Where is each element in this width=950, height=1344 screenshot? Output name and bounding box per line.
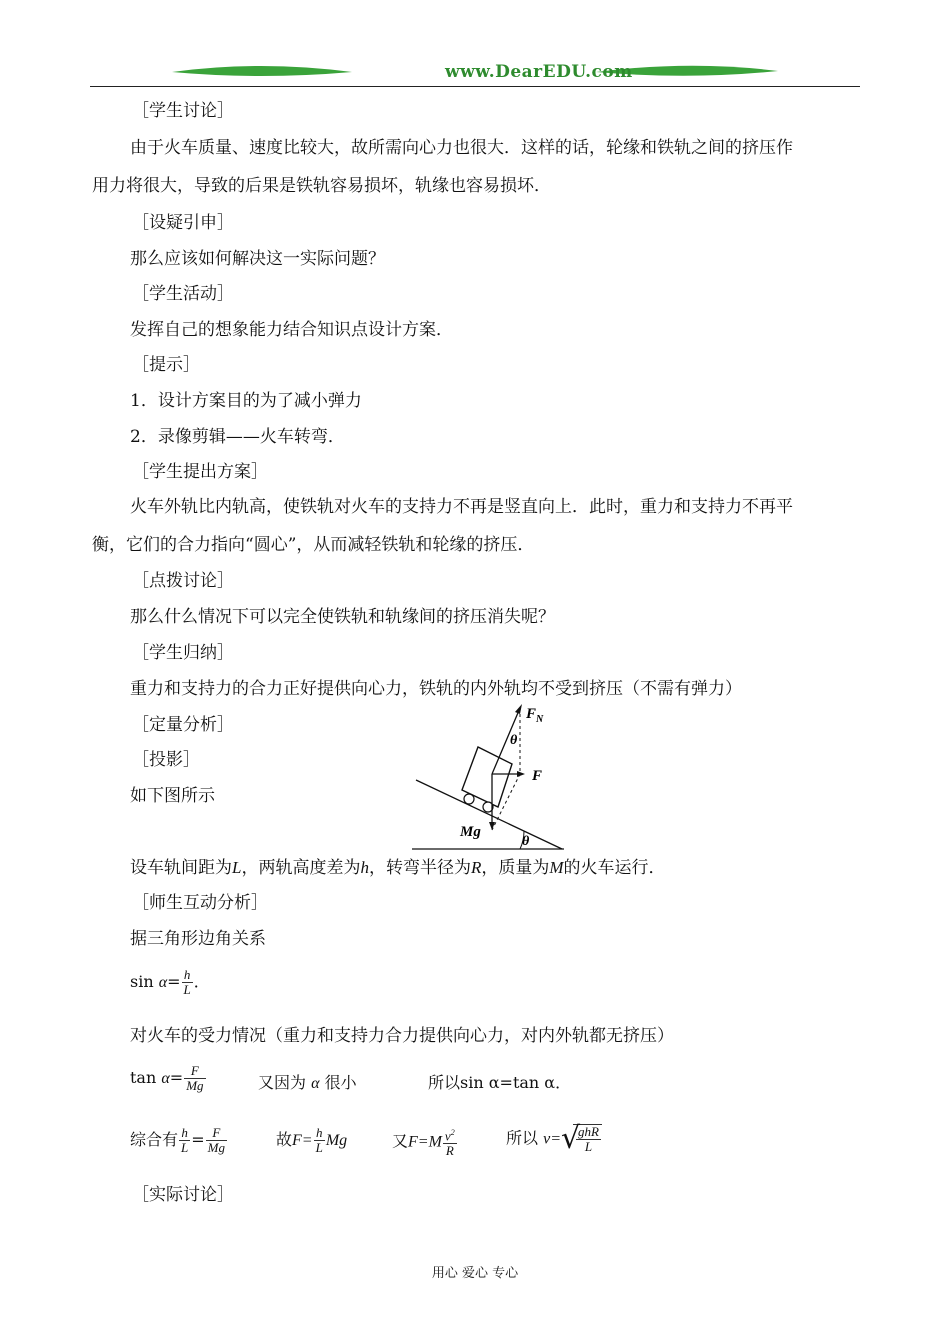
sin-formula: sin α= $\frac{h}{L}$ ．: [130, 967, 210, 997]
paragraph: 发挥自己的想象能力结合知识点设计方案．: [130, 320, 453, 340]
paragraph: 对火车的受力情况（重力和支持力合力提供向心力，对内外轨都无挤压）: [130, 1026, 674, 1046]
list-item: 2．录像剪辑——火车转弯．: [130, 427, 345, 447]
section-heading: ［设疑引申］: [132, 213, 234, 233]
theta-top-label: θ: [510, 733, 518, 748]
small-angle-note: 又因为 α 很小: [258, 1073, 357, 1092]
centripetal-formula: 又F=M $\frac{v^2}{R}$: [392, 1128, 455, 1159]
paragraph: 衡，它们的合力指向“圆心”，从而减轻铁轨和轮缘的挤压．: [92, 535, 535, 555]
list-item: 1．设计方案目的为了减小弹力: [130, 391, 362, 411]
section-heading: ［实际讨论］: [132, 1185, 234, 1205]
paragraph: 那么什么情况下可以完全使铁轨和轨缘间的挤压消失呢？: [130, 607, 555, 627]
sin-eq-tan-note: 所以sin α=tan α．: [428, 1073, 572, 1092]
section-heading: ［定量分析］: [132, 715, 234, 735]
section-heading: ［师生互动分析］: [132, 893, 268, 913]
paragraph: 据三角形边角关系: [130, 929, 266, 949]
section-heading: ［学生归纳］: [132, 643, 234, 663]
mg-label: Mg: [460, 824, 481, 840]
paragraph: 火车外轨比内轨高，使铁轨对火车的支持力不再是竖直向上．此时，重力和支持力不再平: [130, 497, 793, 517]
paragraph: 重力和支持力的合力正好提供向心力，铁轨的内外轨均不受到挤压（不需有弹力）: [130, 679, 742, 699]
paragraph: 如下图所示: [130, 786, 215, 806]
section-heading: ［提示］: [132, 355, 200, 375]
page-header: [90, 58, 860, 92]
force-formula: 故F= $\frac{h}{L}$ Mg: [276, 1125, 348, 1155]
paragraph: 由于火车质量、速度比较大，故所需向心力也很大．这样的话，轮缘和铁轨之间的挤压作: [130, 138, 793, 158]
paragraph: 用力将很大，导致的后果是铁轨容易损坏，轨缘也容易损坏．: [92, 176, 551, 196]
tan-formula: tan α= $\frac{F}{Mg}$: [130, 1063, 204, 1093]
theta-bottom-label: θ: [522, 834, 530, 849]
section-heading: ［投影］: [132, 750, 200, 770]
velocity-formula: 所以 v= √ $\frac{\text{ghR}}{L}$: [506, 1124, 602, 1154]
section-heading: ［学生活动］: [132, 284, 234, 304]
force-diagram: [412, 702, 572, 852]
fn-label: $F_N$: [526, 706, 544, 725]
header-rule: [90, 86, 860, 87]
setup-paragraph: 设车轨间距为L，两轨高度差为h，转弯半径为R，质量为M的火车运行．: [130, 858, 666, 878]
f-label: F: [532, 768, 543, 784]
page-footer: 用心 爱心 专心: [431, 1266, 519, 1281]
paragraph: 那么应该如何解决这一实际问题？: [130, 249, 385, 269]
section-student-discussion: ［学生讨论］: [132, 101, 234, 121]
combined-formula: 综合有 $\frac{h}{L}$ = $\frac{F}{Mg}$: [130, 1125, 225, 1155]
section-heading: ［学生提出方案］: [132, 462, 268, 482]
site-logo-text[interactable]: www.DearEDU.com: [445, 62, 633, 82]
section-heading: ［点拨讨论］: [132, 571, 234, 591]
